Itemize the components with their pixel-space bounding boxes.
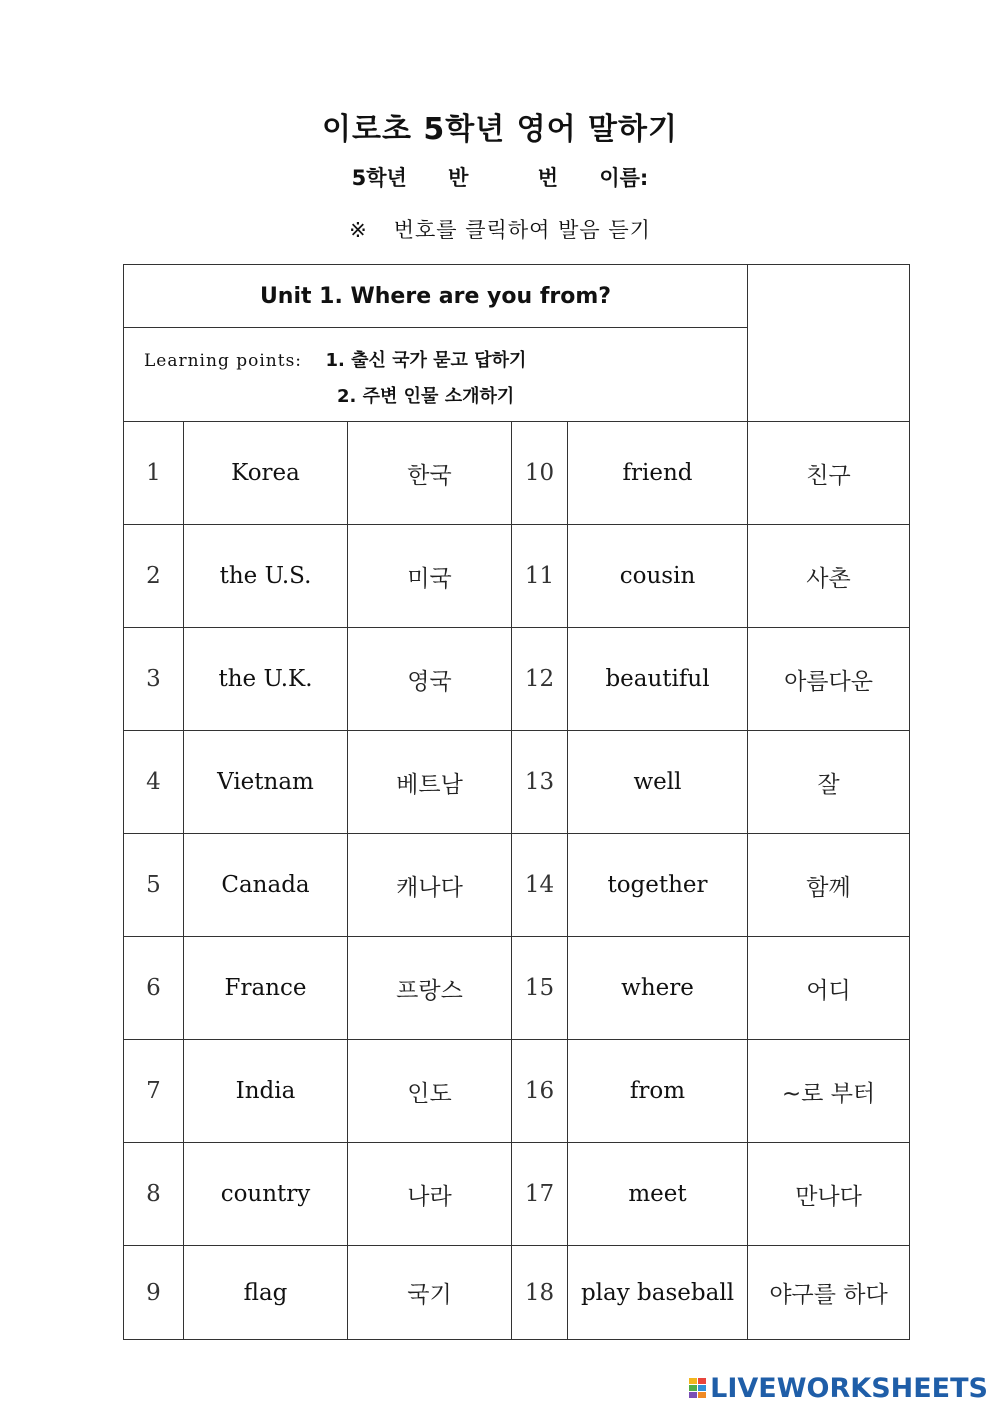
korean-meaning: 베트남 [348, 731, 512, 834]
unit-title: Unit 1. Where are you from? [124, 265, 748, 328]
korean-meaning: 사촌 [748, 525, 910, 628]
instruction-text: 번호를 클릭하여 발음 듣기 [393, 218, 651, 242]
table-row [124, 937, 910, 1040]
table-row [124, 525, 910, 628]
english-word: Canada [184, 834, 348, 937]
english-word: from [568, 1040, 748, 1143]
korean-meaning: ~로 부터 [748, 1040, 910, 1143]
korean-meaning: 야구를 하다 [748, 1246, 910, 1340]
word-number-button[interactable]: 9 [124, 1246, 184, 1340]
word-number-button[interactable]: 1 [124, 422, 184, 525]
english-word: beautiful [568, 628, 748, 731]
korean-meaning: 프랑스 [348, 937, 512, 1040]
table-row [124, 1143, 910, 1246]
korean-meaning: 국기 [348, 1246, 512, 1340]
grade-label: 5학년 [351, 166, 407, 190]
word-number-button[interactable]: 8 [124, 1143, 184, 1246]
name-label: 이름: [599, 166, 649, 190]
table-row [124, 628, 910, 731]
english-word: France [184, 937, 348, 1040]
word-number-button[interactable]: 11 [512, 525, 568, 628]
english-word: India [184, 1040, 348, 1143]
korean-meaning: 캐나다 [348, 834, 512, 937]
table-row [124, 1246, 910, 1340]
liveworksheets-logo-icon [689, 1378, 706, 1398]
vocabulary-table [123, 264, 910, 1340]
reference-mark-icon: ※ [349, 218, 368, 242]
english-word: well [568, 731, 748, 834]
korean-meaning: 친구 [748, 422, 910, 525]
korean-meaning: 영국 [348, 628, 512, 731]
english-word: Korea [184, 422, 348, 525]
english-word: play baseball [568, 1246, 748, 1340]
word-number-button[interactable]: 7 [124, 1040, 184, 1143]
number-label: 번 [537, 166, 559, 190]
korean-meaning: 어디 [748, 937, 910, 1040]
word-number-button[interactable]: 16 [512, 1040, 568, 1143]
english-word: friend [568, 422, 748, 525]
liveworksheets-brand-text: LIVEWORKSHEETS [710, 1372, 988, 1404]
word-number-button[interactable]: 15 [512, 937, 568, 1040]
korean-meaning: 나라 [348, 1143, 512, 1246]
learning-points [124, 328, 748, 422]
word-number-button[interactable]: 17 [512, 1143, 568, 1246]
word-number-button[interactable]: 14 [512, 834, 568, 937]
english-word: flag [184, 1246, 348, 1340]
korean-meaning: 인도 [348, 1040, 512, 1143]
table-row [124, 422, 910, 525]
learning-point-2: 2. 주변 인물 소개하기 [337, 385, 515, 407]
korean-meaning: 아름다운 [748, 628, 910, 731]
header-blank-cell [748, 265, 910, 422]
english-word: the U.K. [184, 628, 348, 731]
word-number-button[interactable]: 13 [512, 731, 568, 834]
korean-meaning: 만나다 [748, 1143, 910, 1246]
korean-meaning: 잘 [748, 731, 910, 834]
word-number-button[interactable]: 6 [124, 937, 184, 1040]
english-word: the U.S. [184, 525, 348, 628]
word-number-button[interactable]: 4 [124, 731, 184, 834]
learning-point-1: 1. 출신 국가 묻고 답하기 [325, 349, 527, 371]
english-word: country [184, 1143, 348, 1246]
word-number-button[interactable]: 10 [512, 422, 568, 525]
instruction-line [0, 214, 1000, 244]
english-word: cousin [568, 525, 748, 628]
korean-meaning: 한국 [348, 422, 512, 525]
word-number-button[interactable]: 18 [512, 1246, 568, 1340]
learning-points-label: Learning points: [144, 350, 303, 371]
table-row [124, 834, 910, 937]
korean-meaning: 미국 [348, 525, 512, 628]
english-word: where [568, 937, 748, 1040]
student-info-line [0, 162, 1000, 192]
english-word: Vietnam [184, 731, 348, 834]
table-row [124, 731, 910, 834]
liveworksheets-logo [689, 1373, 988, 1403]
page-title: 이로초 5학년 영어 말하기 [321, 112, 678, 147]
korean-meaning: 함께 [748, 834, 910, 937]
english-word: together [568, 834, 748, 937]
word-number-button[interactable]: 3 [124, 628, 184, 731]
table-row [124, 1040, 910, 1143]
word-number-button[interactable]: 2 [124, 525, 184, 628]
english-word: meet [568, 1143, 748, 1246]
class-label: 반 [448, 166, 469, 190]
word-number-button[interactable]: 5 [124, 834, 184, 937]
word-number-button[interactable]: 12 [512, 628, 568, 731]
